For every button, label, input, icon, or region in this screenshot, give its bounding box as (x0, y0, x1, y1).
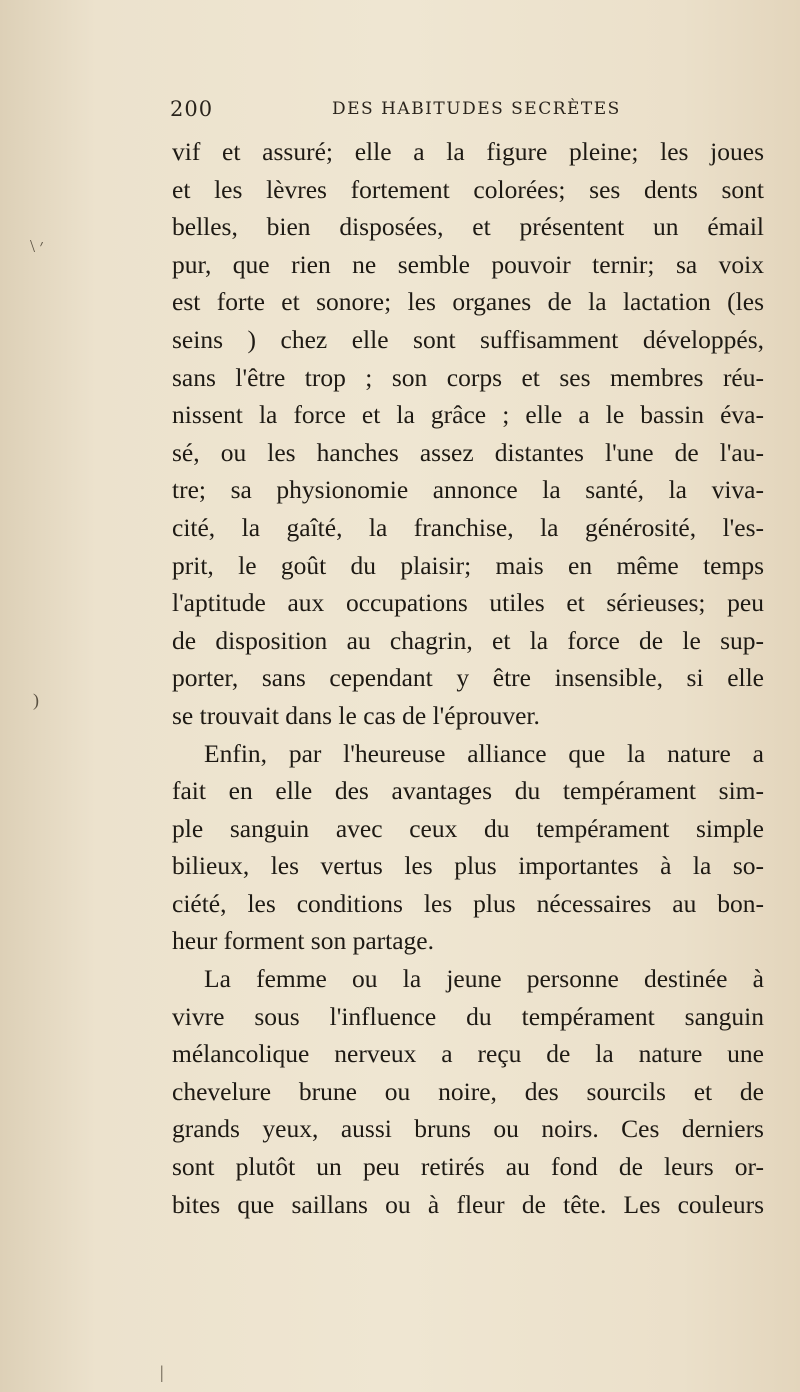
text-line: grands yeux, aussi bruns ou noirs. Ces derniers (172, 1114, 764, 1144)
text-line: Enfin, par l'heureuse alliance que la nature a (204, 738, 764, 768)
text-line: ciété, les conditions les plus nécessaires au bon- (172, 888, 764, 918)
text-line: et les lèvres fortement colorées; ses dents sont (172, 174, 764, 204)
text-line: sans l'être trop ; son corps et ses membres réu- (172, 362, 764, 392)
text-line: vif et assuré; elle a la figure pleine; les joues (172, 137, 764, 166)
text-line: mélancolique nerveux a reçu de la nature une (172, 1039, 764, 1069)
text-line: La femme ou la jeune personne destinée à (204, 964, 764, 994)
text-line: heur forment son partage. (172, 926, 434, 956)
body-text (172, 133, 764, 1223)
text-line: bilieux, les vertus les plus importantes à la so- (172, 851, 764, 881)
text-line: prit, le goût du plaisir; mais en même temps (172, 550, 764, 580)
text-line: bites que saillans ou à fleur de tête. Les couleurs (172, 1189, 764, 1219)
text-line: de disposition au chagrin, et la force de le sup- (172, 625, 764, 655)
text-line: chevelure brune ou noire, des sourcils et de (172, 1076, 764, 1106)
text-line: l'aptitude aux occupations utiles et sérieuses; peu (172, 588, 764, 618)
page-header (170, 97, 740, 127)
text-line: pur, que rien ne semble pouvoir ternir; sa voix (172, 249, 764, 279)
margin-mark: | (160, 1362, 164, 1382)
text-line: fait en elle des avantages du tempérament sim- (172, 776, 764, 806)
text-line: seins ) chez elle sont suffisamment développés, (172, 324, 764, 354)
text-line: tre; sa physionomie annonce la santé, la viva- (172, 475, 764, 505)
text-line: belles, bien disposées, et présentent un émail (172, 212, 764, 242)
page-number: 200 (170, 97, 214, 121)
text-line: sé, ou les hanches assez distantes l'une de l'au- (172, 437, 764, 467)
text-line: porter, sans cependant y être insensible, si elle (172, 663, 764, 693)
text-line: se trouvait dans le cas de l'éprouver. (172, 700, 540, 730)
margin-mark: ) (33, 690, 39, 710)
running-title: DES HABITUDES SECRÈTES (332, 99, 621, 119)
text-line: est forte et sonore; les organes de la lactation (les (172, 287, 764, 317)
text-line: vivre sous l'influence du tempérament sanguin (172, 1001, 764, 1031)
text-line: ple sanguin avec ceux du tempérament simple (172, 813, 764, 843)
margin-mark: \ ׳ (30, 236, 44, 256)
text-line: cité, la gaîté, la franchise, la générosité, l'es- (172, 512, 764, 542)
text-line: nissent la force et la grâce ; elle a le bassin éva- (172, 400, 764, 430)
text-line: sont plutôt un peu retirés au fond de leurs or- (172, 1152, 764, 1182)
